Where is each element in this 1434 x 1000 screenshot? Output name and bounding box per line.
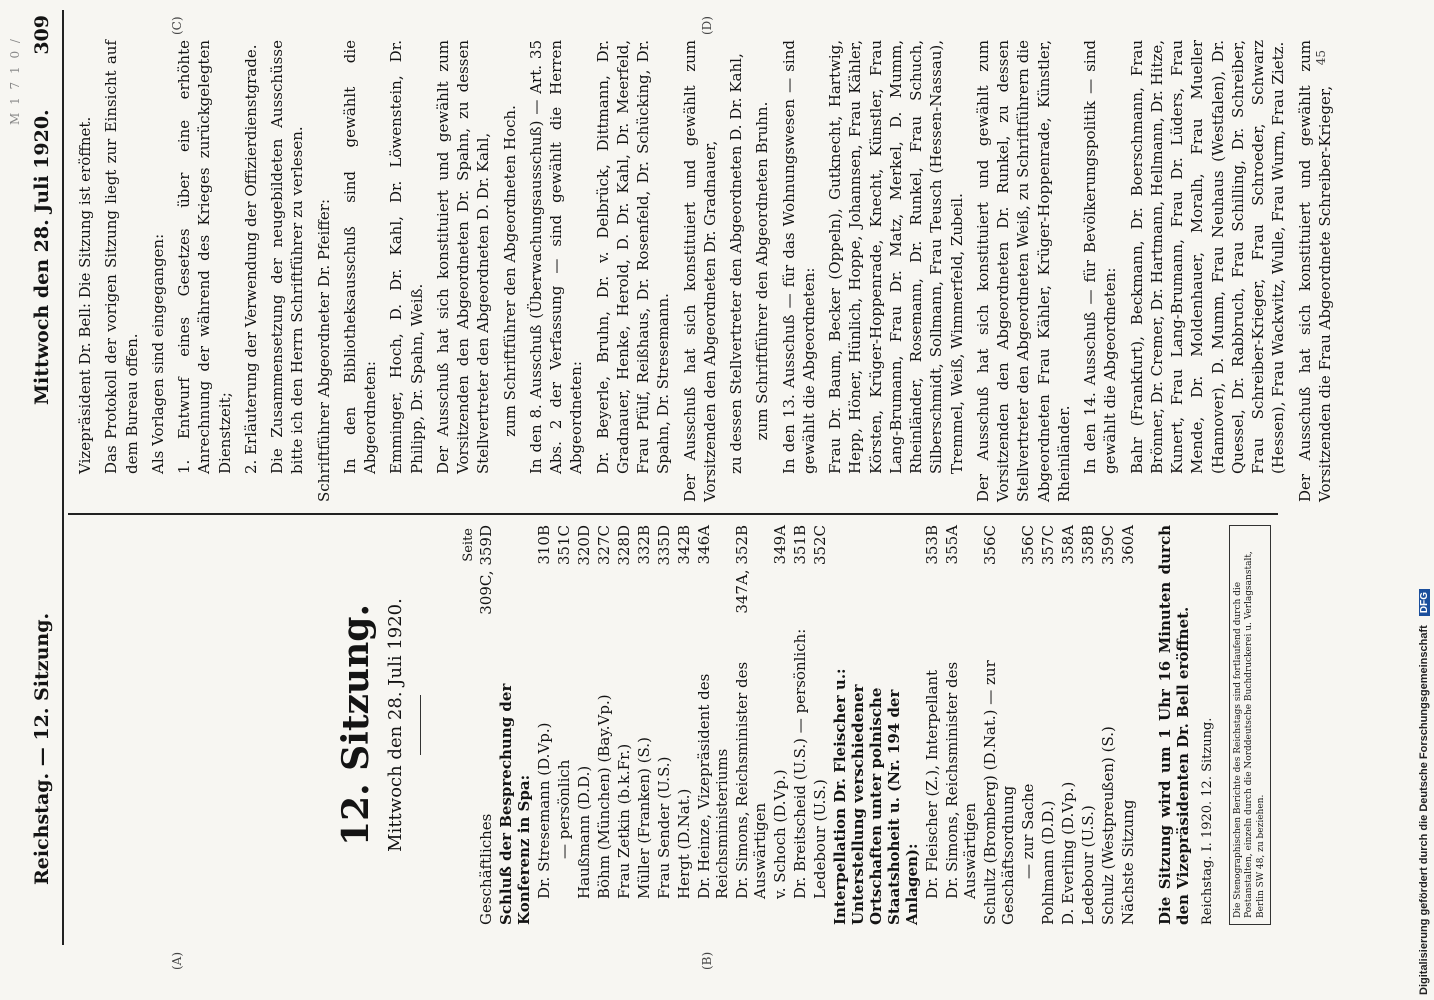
toc-row (1078, 525, 1098, 925)
library-stamp: M 1 7 1 0 / (8, 37, 22, 125)
minutes-paragraph: Dr. Beyerle, Bruhn, Dr. v. Delbrück, Dittmann, Dr. Gradnauer, Henke, Herold, D. Dr. Kahl, Dr. Meerfeld, Frau Pfülf, Reißhaus, Dr. Rosenfeld, Dr. Schücking, Dr. Spahn, Dr. Stresemann. (593, 40, 673, 474)
dfg-notice (1418, 589, 1430, 995)
toc-row (674, 525, 694, 925)
toc-entry: Schultz (Bromberg) (D.Nat.) — zur Geschäftsordnung (981, 660, 1017, 925)
toc-row (942, 525, 980, 925)
toc-page: 310B (535, 525, 553, 565)
toc-row (790, 525, 810, 925)
minutes-paragraph: Der Ausschuß hat sich konstituiert und gewählt zum Vorsitzenden die Frau Abgeordnete Schreiber-Krieger, (1295, 40, 1334, 502)
header-left: Reichstag. — 12. Sitzung. (31, 612, 53, 885)
toc-entry: Hergt (D.Nat.) (675, 788, 693, 899)
minutes-paragraph: 1. Entwurf eines Gesetzes über eine erhöhte Anrechnung der während des Krieges zurückgelegten Dienstzeit; (175, 40, 234, 474)
print-signature: Reichstag. I. 1920. 12. Sitzung. (1200, 717, 1215, 925)
toc-page: 360A (1119, 525, 1137, 565)
toc-row (1018, 525, 1038, 925)
minutes-paragraph: zum Schriftführer den Abgeordneten Hoch. (500, 105, 519, 437)
toc-page: 342B (675, 525, 693, 565)
minutes-paragraph: Emminger, Hoch, D. Dr. Kahl, Dr. Löwenstein, Dr. Philipp, Dr. Spahn, Weiß. (387, 40, 426, 474)
toc-entry: Nächste Sitzung (1119, 799, 1137, 925)
toc-entry: Ledebour (U.S.) (811, 779, 829, 899)
contents-column (75, 525, 1271, 925)
minutes-paragraph: Der Ausschuß hat sich konstituiert und gewählt zum Vorsitzenden den Abgeordneten Dr. Gradnauer, (680, 40, 719, 502)
running-header (25, 10, 65, 945)
toc-entry: Dr. Breitscheid (U.S.) — persönlich: (791, 628, 809, 899)
toc-entry: Ledebour (U.S.) (1079, 805, 1097, 925)
toc-row (476, 525, 496, 925)
margin-marker-b: (B) (700, 951, 714, 970)
toc-entry: Frau Zetkin (b.k.Fr.) (615, 743, 633, 899)
toc-page: 356C (1019, 525, 1037, 566)
toc-row (554, 525, 574, 925)
toc-page: 359C (1099, 525, 1117, 566)
toc-page: 351C (555, 525, 573, 566)
toc-page: 320D (575, 525, 593, 566)
dfg-logo: DFG (1419, 589, 1430, 616)
minutes-paragraph: Frau Dr. Baum, Becker (Oppeln), Gutknecht, Hartwig, Hepp, Höner, Hünlich, Hoppe, Johannsen, Frau Kähler, Körsten, Krüger-Hoppenrade, Knecht, Künstler, Frau Lang-Brumann, Frau Dr. Matz, Merkel, D. Mumm, Rheinländer, Rosemann, Dr. Runkel, Frau Schuch, Silberschmidt, Sollmann, Frau Teusch (Hessen-Nassau), Tremmel, Weiß, Wimmerfeld, Zubeil. (826, 40, 966, 474)
toc-entry: Dr. Simons, Reichsminister des Auswärtigen (943, 661, 979, 899)
minutes-paragraph: Die Zusammensetzung der neugebildeten Ausschüsse bitte ich den Herrn Schriftführer zu verlesen. (268, 40, 307, 474)
toc-row (594, 525, 614, 925)
toc-entry: Haußmann (D.D.) (575, 765, 593, 899)
toc-entry: v. Schoch (D.Vp.) (771, 769, 789, 899)
toc-entry: Dr. Simons, Reichsminister des Auswärtigen (733, 661, 769, 899)
minutes-paragraph: Bahr (Frankfurt), Beckmann, Dr. Boerschmann, Frau Brönner, Dr. Cremer, Dr. Hartmann, Hellmann, Dr. Hitze, Kunert, Frau Lang-Brumann, Frau Dr. Lüders, Frau Mende, Dr. Moldenhauer, Moralh, Frau Mueller (Hannover), D. Mumm, Frau Neuhaus (Westfalen), Dr. Quessel, Dr. Rabbruch, Frau Schilling, Dr. Schreiber, Frau Schreiber-Krieger, Frau Schroeder, Schwarz (Hessen), Frau Wackwitz, Wulle, Frau Wurm, Frau Zietz. (1127, 40, 1288, 474)
minutes-paragraph: zum Schriftführer den Abgeordneten Bruhn. (753, 101, 772, 441)
toc-row (770, 525, 790, 925)
toc-entry: Schulz (Westpreußen) (S.) (1099, 726, 1117, 925)
toc-page: 309C, 359D (477, 525, 495, 615)
toc-page: 353B (923, 525, 941, 565)
toc-entry: Dr. Stresemann (D.Vp.) (535, 722, 553, 899)
margin-marker-d: (D) (700, 16, 714, 35)
toc-page: 332B (635, 525, 653, 565)
toc-entry: Frau Sender (U.S.) (655, 756, 673, 899)
toc-entry: Dr. Fleischer (Z.), Interpellant (923, 669, 941, 899)
toc-row (534, 525, 554, 925)
toc-page (830, 525, 922, 621)
toc-page: 327C (595, 525, 613, 566)
toc-page: 328D (615, 525, 633, 566)
toc-entry: Böhm (München) (Bay.Vp.) (595, 694, 613, 899)
toc-page: 356C (981, 525, 999, 566)
toc-row (732, 525, 770, 925)
minutes-paragraph: Der Ausschuß hat sich konstituiert und gewählt zum Vorsitzenden den Abgeordneten Dr. Runkel, zu dessen Stellvertreter den Abgeordneten Weiß, zu Schriftführern die Abgeordneten Frau Kähler, Krüger-Hoppenrade, Künstler, Rheinländer. (973, 40, 1073, 502)
minutes-paragraph: In den 13. Ausschuß — für das Wohnungswesen — sind gewählt die Abgeordneten: (779, 40, 818, 474)
toc-page: 351B (791, 525, 809, 565)
toc-page (496, 525, 534, 621)
minutes-paragraph: In den 14. Ausschuß — für Bevölkerungspolitik — sind gewählt die Abgeordneten: (1081, 40, 1120, 474)
toc-entry: D. Everling (D.Vp.) (1059, 781, 1077, 925)
session-title: 12. Sitzung. (335, 604, 377, 846)
toc-row (1118, 525, 1138, 925)
toc-page: 355A (943, 525, 961, 565)
minutes-paragraph: 2. Erläuterung der Verwendung der Offizierdienstgrade. (241, 44, 260, 474)
title-separator (420, 695, 421, 755)
toc-page: 358A (1059, 525, 1077, 565)
opening-note: Die Sitzung wird um 1 Uhr 16 Minuten durch den Vizepräsidenten Dr. Bell eröffnet. (1156, 525, 1192, 925)
minutes-paragraph: Schriftführer Abgeordneter Dr. Pfeiffer: (314, 198, 333, 502)
toc-page: 335D (655, 525, 673, 566)
dfg-notice-text: Digitalisierung gefördert durch die Deutsche Forschungsgemeinschaft (1418, 625, 1430, 995)
minutes-column (75, 40, 1341, 502)
toc-row (574, 525, 594, 925)
toc-row (496, 525, 534, 925)
sheet-number: 45 (1313, 50, 1328, 66)
session-date: Mittwoch den 28. Juli 1920. (385, 598, 406, 852)
minutes-paragraph: Das Protokoll der vorigen Sitzung liegt zur Einsicht auf dem Bureau offen. (102, 40, 141, 474)
toc-row (1038, 525, 1058, 925)
minutes-paragraph: In den Bibliotheksausschuß sind gewählt die Abgeordneten: (340, 40, 379, 474)
toc-page: 347A, 352B (733, 525, 751, 614)
minutes-paragraph: In den 8. Ausschuß (Überwachungsausschuß) — Art. 35 Abs. 2 der Verfassung — sind gewählt die Herren Abgeordneten: (526, 40, 586, 474)
margin-marker-a: (A) (170, 951, 184, 970)
toc-entry: Müller (Franken) (S.) (635, 737, 653, 899)
minutes-paragraph: Der Ausschuß hat sich konstituiert und gewählt zum Vorsitzenden den Abgeordneten Dr. Spahn, zu dessen Stellvertreter den Abgeordneten D. Dr. Kahl, (433, 40, 493, 474)
toc-row (980, 525, 1018, 925)
toc-page: 358B (1079, 525, 1097, 565)
toc-entry: Interpellation Dr. Fleischer u.: Unterstellung verschiedener Ortschaften unter polnische Staatshoheit u. (Nr. 194 der Anlagen): (831, 668, 921, 925)
toc-row (922, 525, 942, 925)
toc-entry: Pohlmann (D.D.) (1039, 800, 1057, 925)
table-of-contents (476, 525, 1138, 925)
toc-row (634, 525, 654, 925)
header-right: Mittwoch den 28. Juli 1920. (31, 109, 53, 405)
toc-row (1058, 525, 1078, 925)
toc-row (810, 525, 830, 925)
toc-page: 357C (1039, 525, 1057, 566)
minutes-paragraph: zu dessen Stellvertreter den Abgeordneten D. Dr. Kahl, (727, 53, 745, 474)
distribution-footnote: Die Stenographischen Berichte des Reichstags sind fortlaufend durch die Postanstalten, einzeln durch die Norddeutsche Buchdruckerei u. Verlagsanstalt, Berlin SW 48, zu beziehen. (1229, 525, 1271, 925)
column-divider (68, 513, 1278, 515)
toc-entry: Geschäftliches (477, 813, 495, 925)
toc-entry: — zur Sache (1019, 783, 1037, 879)
seite-label: Seite (461, 528, 476, 562)
header-rule (62, 10, 64, 945)
toc-page: 352C (811, 525, 829, 566)
toc-row (694, 525, 732, 925)
toc-row (654, 525, 674, 925)
toc-page: 349A (771, 525, 789, 565)
minutes-paragraph: Vizepräsident Dr. Bell: Die Sitzung ist eröffnet. (76, 116, 94, 474)
margin-marker-c: (C) (170, 16, 184, 35)
toc-entry: Schluß der Besprechung der Konferenz in Spa: (497, 683, 533, 925)
minutes-paragraph: Als Vorlagen sind eingegangen: (148, 233, 167, 474)
toc-row (1098, 525, 1118, 925)
toc-page: 346A (695, 525, 713, 565)
toc-entry: — persönlich (555, 759, 573, 859)
toc-row (830, 525, 922, 925)
toc-row (614, 525, 634, 925)
page-number: 309 (31, 15, 53, 55)
toc-entry: Dr. Heinze, Vizepräsident des Reichsministeriums (695, 673, 731, 899)
